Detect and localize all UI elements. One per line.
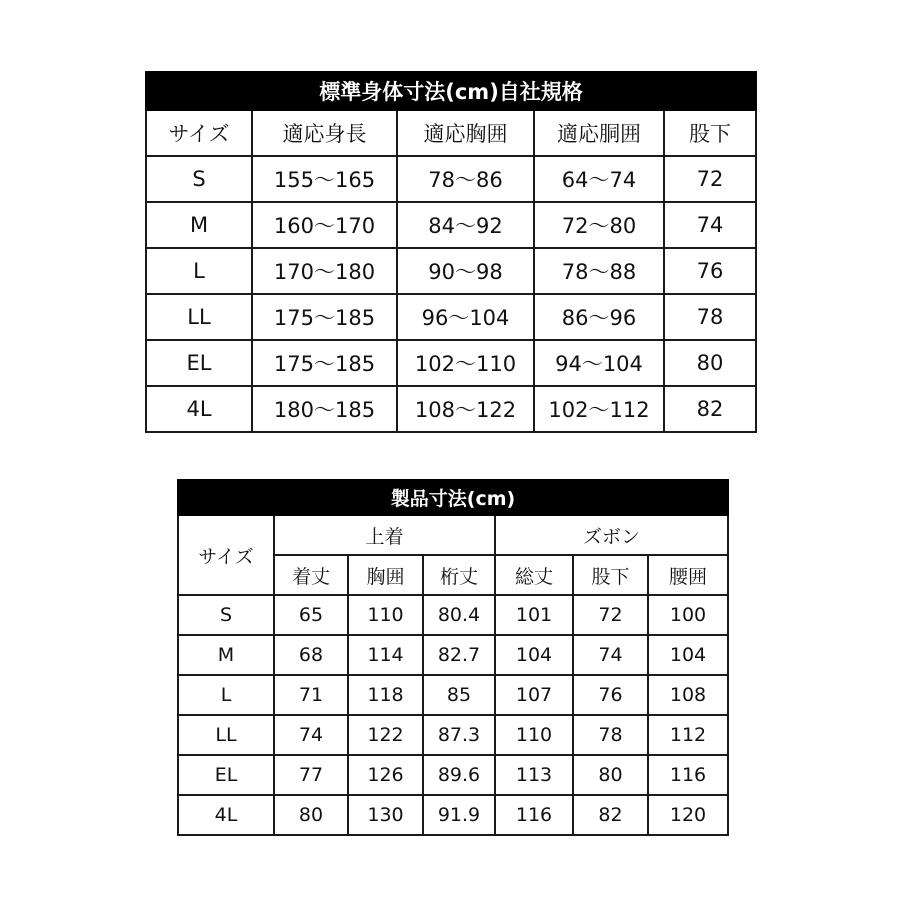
table-cell: 78 [573, 715, 648, 755]
header-inseam: 股下 [664, 110, 756, 156]
table-cell: 76 [664, 248, 756, 294]
table-cell: 94〜104 [534, 340, 664, 386]
table-row [146, 386, 756, 432]
table-cell: 175〜185 [252, 340, 397, 386]
table-cell: 87.3 [423, 715, 495, 755]
table-cell: 86〜96 [534, 294, 664, 340]
table-cell: 160〜170 [252, 202, 397, 248]
table-cell: 84〜92 [397, 202, 534, 248]
table-cell: 71 [274, 675, 348, 715]
subheader-length: 着丈 [274, 555, 348, 595]
subheader-inseam: 股下 [573, 555, 648, 595]
product-header-size: サイズ [178, 515, 274, 595]
table-cell: 110 [495, 715, 573, 755]
table-cell: 74 [573, 635, 648, 675]
group-pants: ズボン [495, 515, 728, 555]
table-cell: 116 [495, 795, 573, 835]
table-row [178, 795, 728, 835]
table-row [146, 340, 756, 386]
table-cell: L [146, 248, 252, 294]
table-cell: 102〜110 [397, 340, 534, 386]
table-cell: 77 [274, 755, 348, 795]
table-cell: 78〜86 [397, 156, 534, 202]
group-jacket: 上着 [274, 515, 495, 555]
table-cell: 112 [648, 715, 728, 755]
table-cell: 130 [348, 795, 423, 835]
table-cell: 85 [423, 675, 495, 715]
table-row [146, 294, 756, 340]
subheader-total-length: 総丈 [495, 555, 573, 595]
table-row [178, 755, 728, 795]
table-cell: 82 [664, 386, 756, 432]
standard-header-row [146, 110, 756, 156]
table-cell: L [178, 675, 274, 715]
table-cell: 72 [573, 595, 648, 635]
table-cell: 76 [573, 675, 648, 715]
table-cell: 104 [495, 635, 573, 675]
table-cell: 4L [146, 386, 252, 432]
table-cell: EL [178, 755, 274, 795]
table-cell: 114 [348, 635, 423, 675]
product-table-title: 製品寸法(cm) [178, 480, 728, 515]
subheader-sleeve: 桁丈 [423, 555, 495, 595]
table-row [146, 156, 756, 202]
table-cell: 74 [664, 202, 756, 248]
table-cell: 122 [348, 715, 423, 755]
table-cell: LL [146, 294, 252, 340]
table-cell: M [178, 635, 274, 675]
table-cell: 90〜98 [397, 248, 534, 294]
table-cell: 100 [648, 595, 728, 635]
table-cell: 118 [348, 675, 423, 715]
table-cell: 78〜88 [534, 248, 664, 294]
table-cell: 180〜185 [252, 386, 397, 432]
table-cell: 120 [648, 795, 728, 835]
table-cell: 72 [664, 156, 756, 202]
table-cell: 155〜165 [252, 156, 397, 202]
table-cell: 80 [573, 755, 648, 795]
product-group-row [178, 515, 728, 555]
product-size-table [177, 479, 729, 836]
table-cell: 170〜180 [252, 248, 397, 294]
table-cell: 74 [274, 715, 348, 755]
table-row [178, 715, 728, 755]
table-cell: 107 [495, 675, 573, 715]
header-size: サイズ [146, 110, 252, 156]
table-cell: 110 [348, 595, 423, 635]
table-cell: 72〜80 [534, 202, 664, 248]
table-cell: 91.9 [423, 795, 495, 835]
table-cell: 89.6 [423, 755, 495, 795]
header-waist: 適応胴囲 [534, 110, 664, 156]
table-cell: 65 [274, 595, 348, 635]
table-cell: S [146, 156, 252, 202]
header-chest: 適応胸囲 [397, 110, 534, 156]
subheader-hip: 腰囲 [648, 555, 728, 595]
table-row [178, 675, 728, 715]
header-height: 適応身長 [252, 110, 397, 156]
table-row [146, 202, 756, 248]
table-cell: S [178, 595, 274, 635]
standard-table-title: 標準身体寸法(cm)自社規格 [146, 72, 756, 110]
table-row [178, 635, 728, 675]
table-cell: 68 [274, 635, 348, 675]
table-cell: 175〜185 [252, 294, 397, 340]
table-cell: 108〜122 [397, 386, 534, 432]
table-cell: 101 [495, 595, 573, 635]
table-cell: 126 [348, 755, 423, 795]
table-cell: 80 [664, 340, 756, 386]
table-row [178, 595, 728, 635]
table-cell: 78 [664, 294, 756, 340]
table-cell: 113 [495, 755, 573, 795]
subheader-chest: 胸囲 [348, 555, 423, 595]
standard-size-table [145, 71, 757, 433]
table-cell: 64〜74 [534, 156, 664, 202]
table-cell: 96〜104 [397, 294, 534, 340]
table-cell: 82.7 [423, 635, 495, 675]
table-cell: 80.4 [423, 595, 495, 635]
table-cell: 82 [573, 795, 648, 835]
table-cell: 102〜112 [534, 386, 664, 432]
table-cell: 80 [274, 795, 348, 835]
table-row [146, 248, 756, 294]
table-cell: EL [146, 340, 252, 386]
table-cell: 4L [178, 795, 274, 835]
table-cell: 108 [648, 675, 728, 715]
table-cell: M [146, 202, 252, 248]
table-cell: 116 [648, 755, 728, 795]
table-cell: LL [178, 715, 274, 755]
table-cell: 104 [648, 635, 728, 675]
